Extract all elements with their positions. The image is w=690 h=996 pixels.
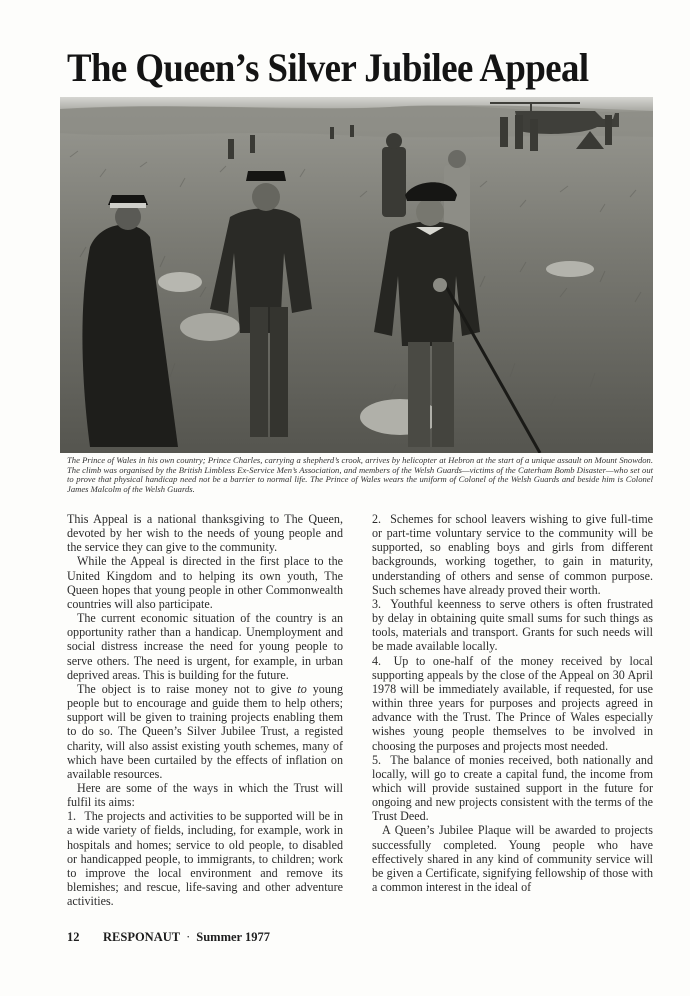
- list-item-4: [372, 654, 653, 753]
- paragraph-plaque: A Queen’s Jubilee Plaque will be awarded to projects successfully completed. Young people who have effectively shared in any kind of community service will be given a Certificate, signifying fellowship of those with a common interest in the ideal of: [372, 823, 653, 895]
- list-item-3: [372, 597, 653, 654]
- page-number: 12: [67, 930, 80, 944]
- list-number: 2.: [372, 512, 382, 526]
- list-item-text: Up to one-half of the money received by local supporting appeals by the close of the Appeal on 30 April 1978 will be immediately available, if requested, for use within three years for purposes and projects agreed in advance with the Trust. The Prince of Wales especially wishes young people themselves to be involved in choosing the purposes and projects most needed.: [372, 653, 653, 753]
- paragraph-ways: Here are some of the ways in which the Trust will fulfil its aims:: [67, 780, 343, 810]
- list-item-5: [372, 753, 653, 824]
- list-number: 1.: [67, 809, 77, 824]
- paragraph-commonwealth: While the Appeal is directed in the first place to the United Kingdom and to helping its own youth, The Queen hopes that young people in other Commonwealth countries will also participate.: [67, 554, 343, 611]
- page-footer: [67, 930, 270, 945]
- body-column-left: [67, 512, 343, 908]
- list-item-text: The projects and activities to be supported will be in a wide variety of fields, including, for example, work in hospitals and homes; service to old people, to disabled or handicapped people, to immigrants, to children; work to improve the local environment and remove its blemishes; and rescue, life-saving and other adventure activities.: [67, 809, 343, 909]
- paragraph-economic: The current economic situation of the country is an opportunity rather than a handicap. Unemployment and social distress increase the need for young people to serve others. The need is urgent, for example, in urban deprived areas. This is building for the future.: [67, 611, 343, 682]
- paragraph-object: [67, 682, 343, 781]
- list-item-1: [67, 809, 343, 908]
- article-photo: [60, 97, 653, 453]
- paragraph-object-text-b: young people but to encourage and guide them to help others; support will be given to training projects enabling them to do so. The Queen’s Silver Jubilee Trust, a registed charity, will also assist existing youth schemes, many of which have been curtailed by the effects of inflation on available resources.: [67, 681, 343, 781]
- list-item-text: Youthful keenness to serve others is often frustrated by delay in obtaining quite small sums for such things as tools, materials and transport. Grants for such needs will be made available locally.: [372, 596, 654, 654]
- list-number: 3.: [372, 596, 382, 611]
- list-item-text: The balance of monies received, both nationally and locally, will go to create a capital fund, the income from which will provide sustained support in the future for ongoing and new projects consistent with the terms of the Trust Deed.: [372, 752, 653, 824]
- body-column-right: [372, 512, 653, 894]
- list-number: 5.: [372, 752, 382, 767]
- paragraph-object-text-a: The object is to raise money not to give: [77, 681, 298, 696]
- photo-caption: The Prince of Wales in his own country; Prince Charles, carrying a shepherd’s crook, arrives by helicopter at Hebron at the start of a unique assault on Mount Snowdon. The climb was organised by the British Limbless Ex-Service Men’s Association, and members of the Welsh Guards—victims of the Caterham Bomb Disaster—who set out to prove that physical handicap need not be a barrier to normal life. The Prince of Wales wears the uniform of Colonel of the Welsh Guards and beside him is Colonel James Malcolm of the Welsh Guards.: [67, 455, 653, 495]
- list-number: 4.: [372, 653, 382, 668]
- list-item-text: Schemes for school leavers wishing to give full-time or part-time voluntary service to the community will be supported, so enabling boys and girls from different backgrounds, working together, to gain in maturity, understanding of others and sense of common purpose. Such schemes have already proved their worth.: [372, 512, 653, 597]
- paragraph-intro: This Appeal is a national thanksgiving to The Queen, devoted by her wish to the needs of young people and the service they can give to the community.: [67, 512, 343, 555]
- publication-name: RESPONAUT: [103, 930, 181, 944]
- paragraph-object-emphasis: to: [297, 681, 307, 696]
- issue-date: Summer 1977: [196, 930, 270, 944]
- list-item-2: [372, 512, 653, 597]
- footer-separator: ·: [186, 930, 191, 944]
- article-title: The Queen’s Silver Jubilee Appeal: [67, 45, 589, 90]
- photo-illustration: [60, 97, 653, 453]
